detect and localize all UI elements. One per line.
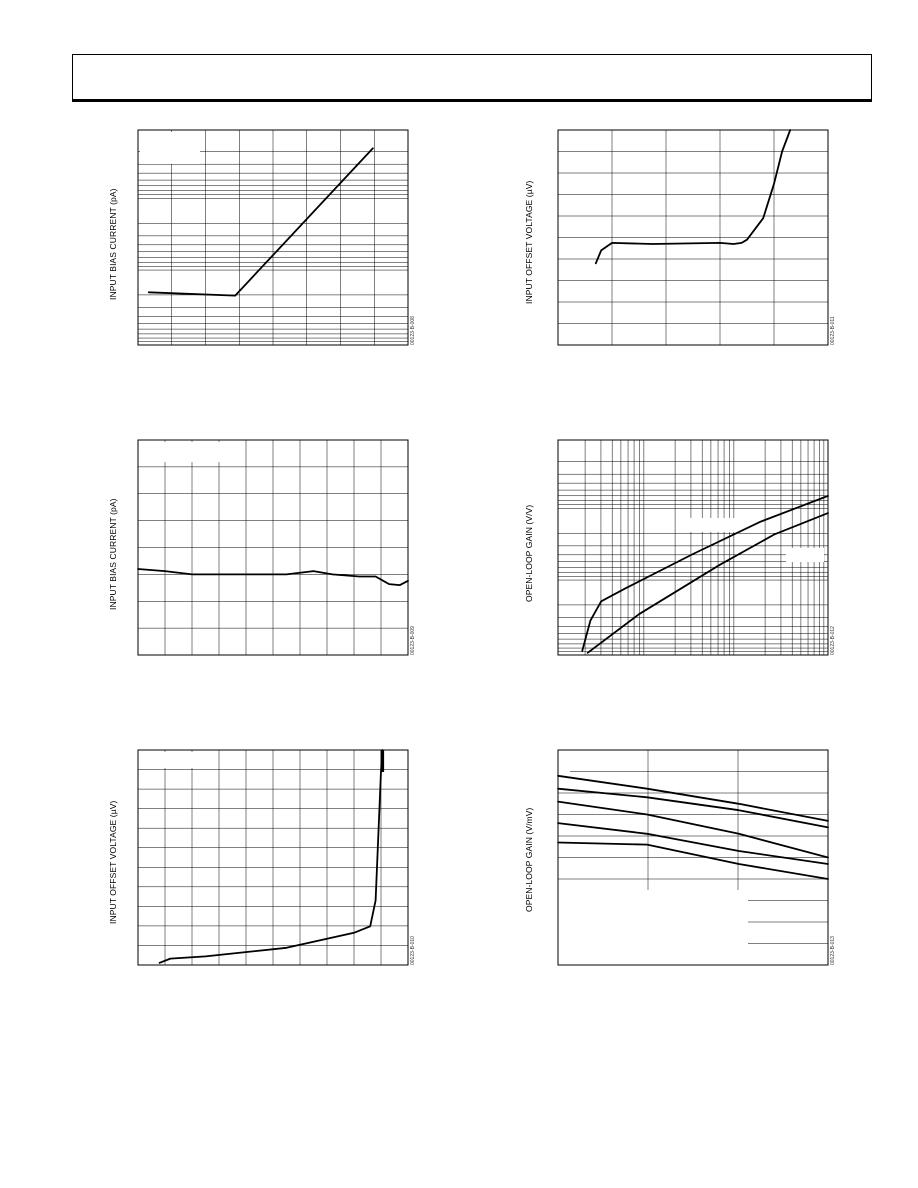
- chart-4-plot: [558, 440, 828, 655]
- chart-1-figure-id: 00123-B-008: [410, 316, 416, 345]
- chart-3-figure-id: 00123-B-009: [410, 626, 416, 655]
- chart-input-offset-voltage-1: [558, 130, 828, 345]
- chart-6-label-mask-top: [558, 756, 570, 776]
- chart-4-annotation-a: [688, 518, 746, 532]
- chart-open-loop-gain-vv: [558, 440, 828, 655]
- chart-6-plot: [558, 750, 828, 965]
- chart-6-series-1: [558, 776, 828, 821]
- chart-2-figure-id: 00123-B-011: [830, 316, 836, 345]
- chart-5-series-1: [160, 750, 383, 963]
- chart-6-y-axis-label: OPEN-LOOP GAIN (V/mV): [524, 807, 534, 912]
- chart-1-plot: [138, 130, 408, 345]
- chart-5-y-axis-label: INPUT OFFSET VOLTAGE (µV): [108, 800, 118, 924]
- chart-3-y-axis-label: INPUT BIAS CURRENT (pA): [108, 498, 118, 610]
- chart-input-bias-current-1: [138, 130, 408, 345]
- chart-5-plot: [138, 750, 408, 965]
- chart-input-bias-current-2: [138, 440, 408, 655]
- chart-6-series-5: [558, 843, 828, 880]
- chart-6-figure-id: 00123-B-013: [830, 936, 836, 965]
- chart-5-legend-area: [140, 752, 218, 768]
- chart-2-y-axis-label: INPUT OFFSET VOLTAGE (µV): [524, 180, 534, 304]
- chart-4-figure-id: 00123-B-012: [830, 626, 836, 655]
- chart-3-plot: [138, 440, 408, 655]
- chart-open-loop-gain-vmv: [558, 750, 828, 965]
- chart-1-legend-area: [140, 132, 200, 164]
- chart-2-series-1: [596, 130, 790, 263]
- chart-4-annotation-b: [786, 548, 824, 562]
- chart-1-y-axis-label: INPUT BIAS CURRENT (pA): [108, 188, 118, 300]
- chart-1-series-1: [149, 148, 373, 295]
- page-header: [72, 54, 872, 102]
- chart-5-figure-id: 00123-B-010: [410, 936, 416, 965]
- chart-input-offset-voltage-2: [138, 750, 408, 965]
- chart-4-frame: [558, 440, 828, 655]
- chart-6-legend-area: [558, 890, 748, 965]
- chart-3-legend-area: [140, 442, 238, 462]
- chart-6-series-3: [558, 802, 828, 858]
- chart-2-plot: [558, 130, 828, 345]
- chart-4-y-axis-label: OPEN-LOOP GAIN (V/V): [524, 504, 534, 602]
